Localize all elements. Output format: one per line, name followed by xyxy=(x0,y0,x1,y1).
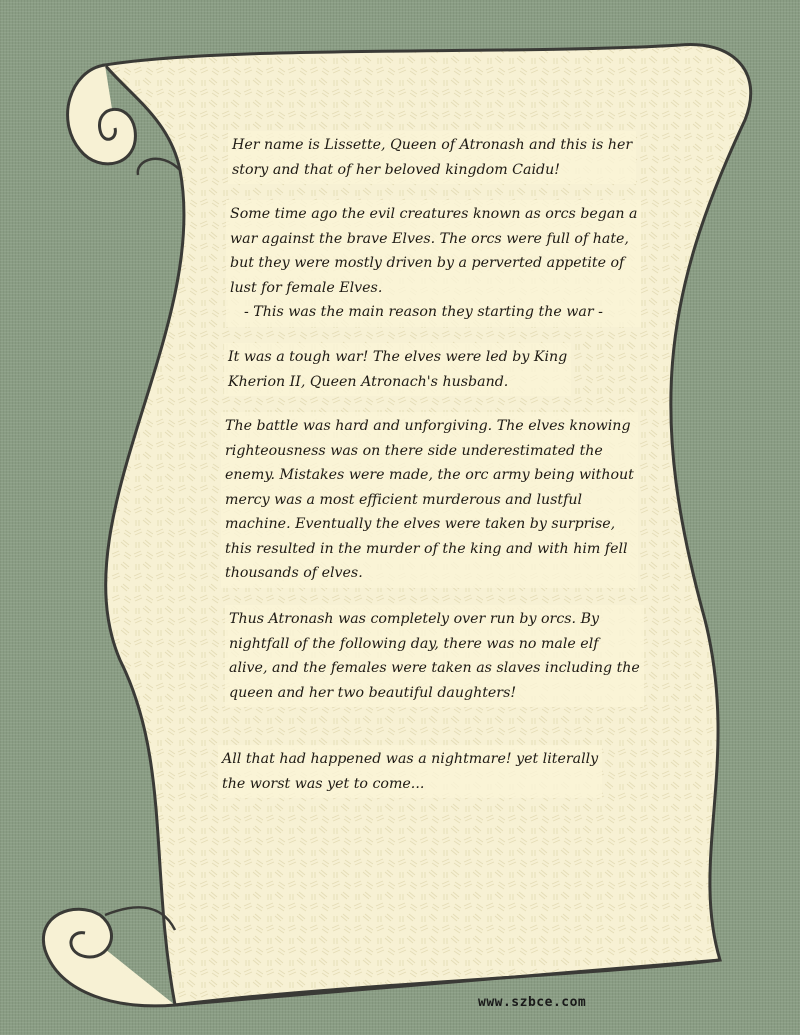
text-line: mercy was a most efficient murderous and lustful xyxy=(225,491,583,508)
text-line: nightfall of the following day, there was no male elf xyxy=(229,635,599,652)
text-line: enemy. Mistakes were made, the orc army being without xyxy=(225,467,634,483)
text-line: queen and her two beautiful daughters! xyxy=(229,684,517,701)
text-line: - This was the main reason they starting the war - xyxy=(244,304,603,320)
text-line: alive, and the females were taken as slaves including the xyxy=(229,660,640,676)
story-paragraph-1 xyxy=(228,131,636,184)
text-line: war against the brave Elves. The orcs were full of hate, xyxy=(230,230,629,247)
text-line: the worst was yet to come... xyxy=(222,775,425,792)
bottom-curl xyxy=(43,909,175,1006)
text-line: Kherion II, Queen Atronach's husband. xyxy=(228,373,509,390)
story-paragraph-2 xyxy=(226,200,641,327)
text-line: this resulted in the murder of the king and with him fell xyxy=(225,540,628,557)
story-paragraph-4 xyxy=(221,412,638,588)
story-paragraph-5 xyxy=(225,605,644,707)
watermark: www.szbce.com xyxy=(478,995,587,1010)
text-line: story and that of her beloved kingdom Caidu! xyxy=(232,161,560,178)
text-line: righteousness was on there side underestimated the xyxy=(225,442,603,459)
story-paragraph-6 xyxy=(218,745,602,798)
text-line: machine. Eventually the elves were taken by surprise, xyxy=(225,516,616,532)
text-line: lust for female Elves. xyxy=(230,279,383,296)
text-line: Thus Atronash was completely over run by orcs. By xyxy=(229,611,600,627)
text-line: All that had happened was a nightmare! yet literally xyxy=(222,751,599,767)
text-line: Her name is Lissette, Queen of Atronash and this is her xyxy=(232,137,633,153)
text-line: but they were mostly driven by a perverted appetite of xyxy=(230,255,625,271)
text-line: thousands of elves. xyxy=(225,565,363,581)
story-paragraph-3 xyxy=(224,343,571,396)
text-line: It was a tough war! The elves were led by King xyxy=(228,349,568,365)
text-line: The battle was hard and unforgiving. The elves knowing xyxy=(225,418,631,434)
text-line: Some time ago the evil creatures known as orcs began a xyxy=(230,206,638,222)
